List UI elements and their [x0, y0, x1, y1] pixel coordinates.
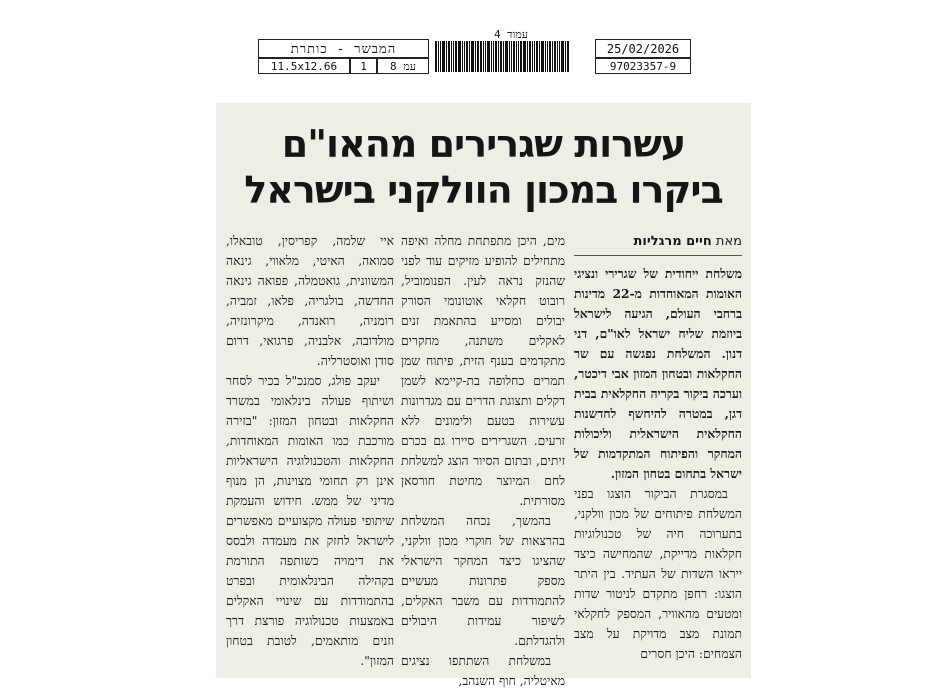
barcode-bar — [475, 41, 476, 72]
barcode-bar — [458, 41, 461, 72]
clip-count: 1 — [350, 58, 377, 74]
barcode-bar — [561, 41, 564, 72]
article-paragraph: איי שלמה, קפריסין, טובאלו, סמואה, האיטי, מלאווי, גינאה המשוונית, גואטמלה, פפואה גינאה החדשה, בולגריה, פלאו, זמביה, רומניה, רואנדה, מיקרונזיה, מולדובה, אלבניה, פרגואי, דרום סודן ואוסטרליה. — [226, 234, 394, 368]
headline-line-1: עשרות שגרירים מהאו"ם — [281, 122, 686, 166]
barcode-bar — [435, 41, 437, 72]
barcode-bar — [495, 41, 497, 72]
article-column-3 — [226, 231, 394, 671]
barcode-bar — [529, 41, 531, 72]
barcode-bar — [464, 41, 465, 72]
barcode — [435, 41, 587, 72]
barcode-bar — [446, 41, 447, 72]
barcode-bar — [455, 41, 457, 72]
barcode-bar — [547, 41, 548, 72]
barcode-bar — [554, 41, 556, 72]
byline-author: חיים מרגליות — [633, 234, 712, 249]
barcode-bar — [448, 41, 450, 72]
barcode-bar — [505, 41, 508, 72]
barcode-bar — [487, 41, 490, 72]
barcode-bar — [511, 41, 512, 72]
headline-line-2: ביקרו במכון הוולקני בישראל — [244, 168, 723, 212]
clip-header — [258, 28, 691, 76]
barcode-bar — [466, 41, 468, 72]
barcode-bar — [534, 41, 535, 72]
barcode-bar — [541, 41, 544, 72]
barcode-bar — [477, 41, 479, 72]
barcode-bar — [532, 41, 533, 72]
barcode-bar — [500, 41, 502, 72]
barcode-bar — [545, 41, 546, 72]
barcode-bar — [552, 41, 553, 72]
barcode-bar — [438, 41, 439, 72]
barcode-bar — [520, 41, 522, 72]
barcode-bar — [469, 41, 470, 72]
barcode-bar — [557, 41, 558, 72]
barcode-bar — [498, 41, 499, 72]
barcode-bar — [491, 41, 492, 72]
publication-name: המבשר - כותרת — [258, 39, 429, 58]
article-paragraph: בהמשך, נכחה המשלחת בהרצאות של חוקרי מכון וולקני, שהציגו כיצד המחקר הישראלי מספק פתרונות מעשיים להתמודדות עם משבר האקלים, לשיפור עמידות היבולים ולהגדלתם. — [401, 514, 565, 648]
article-clipping — [216, 103, 751, 688]
barcode-bar — [493, 41, 494, 72]
barcode-bar — [565, 41, 566, 72]
article-lead: משלחת ייחודית של שגרירי ונציגי האומות המאוחדות מ-22 מדינות ברחבי העולם, הגיעה לישראל ביוזמת שליח ישראל לאו"ם, דני דנון. המשלחת נפגשה עם שר החקלאות ובטחון המזון אבי דיכטר, וערכה ביקור בקריה החקלאית בבית דגן, במטרה להיחשף לחדשנות החקלאית הישראלית וליכולות המחקר והפיתוח המתקדמות של ישראל בתחום בטחון המזון. — [574, 266, 743, 481]
barcode-bar — [451, 41, 452, 72]
barcode-bar — [440, 41, 441, 72]
barcode-bar — [513, 41, 515, 72]
clip-date: 25/02/2026 — [595, 39, 691, 58]
headline — [216, 121, 751, 213]
barcode-bar — [442, 41, 445, 72]
clip-pages: עמ 8 — [377, 58, 429, 74]
barcode-bar — [471, 41, 474, 72]
barcode-bar — [539, 41, 540, 72]
byline — [574, 231, 742, 256]
byline-prefix: מאת — [715, 234, 742, 249]
article-paragraph: יעקב פולג, סמנכ"ל בכיר לסחר ושיתוף פעולה בינלאומי במשרד החקלאות ובטחון המזון: "בזירה מורכבת כמו האומות המאוחדות, החקלאות והטכנולוגיה הישראליות אינן רק תחומי מצוינות, הן מנוף מדיני של ממש. חידוש והעמקת שיתופי פעולה מקצועיים מאפשרים לישראל לחזק את מעמדה ולבסס את דימויה כשותפה התורמת בקהילה הבינלאומית ובפרט בהתמודדות עם שינויי האקלים באמצעות טכנולוגיה פורצת דרך וזנים מותאמים, לטובת בטחון המזון". — [226, 374, 394, 668]
article-paragraph: במשלחת השתתפו נציגים מאיטליה, חוף השנהב, — [401, 654, 565, 688]
article-column-1 — [574, 231, 742, 664]
clip-code: 97023357-9 — [595, 58, 691, 74]
barcode-bar — [567, 41, 569, 72]
clip-size: 11.5x12.66 — [258, 58, 350, 74]
barcode-bar — [503, 41, 504, 72]
article-column-2 — [401, 231, 565, 691]
barcode-bar — [549, 41, 551, 72]
barcode-bar — [523, 41, 526, 72]
barcode-bar — [559, 41, 560, 72]
barcode-bar — [483, 41, 484, 72]
barcode-bar — [453, 41, 454, 72]
barcode-bar — [527, 41, 528, 72]
barcode-bar — [509, 41, 510, 72]
article-paragraph: במסגרת הביקור הוצגו בפני המשלחת פיתוחים של מכון וולקני, בתערוכה חיה של טכנולוגיות חקלאות מדייקת, שהמחישה כיצד ייראו השדות של העתיד. בין היתר הוצגו: רחפן מתקדם לניטור שדות ומטעים מהאוויר, המספק לחקלאי תמונת מצב מדויקת על מצב הצמחים: היכן חסרים — [574, 487, 742, 661]
page-label: עמוד 4 — [493, 28, 529, 41]
barcode-bar — [485, 41, 486, 72]
barcode-bar — [462, 41, 463, 72]
barcode-bar — [536, 41, 538, 72]
barcode-bar — [480, 41, 482, 72]
barcode-bar — [518, 41, 519, 72]
barcode-bar — [516, 41, 517, 72]
article-paragraph: מים, היכן מתפתחת מחלה ואיפה מתחילים להופיע מזיקים עוד לפני שהנזק נראה לעין. הפנומוביל, רובוט חקלאי אוטונומי הסורק יבולים ומסייע בהתאמת זנים לאקלים משתנה, מחקרים מתקדמים בענף הזית, פיתוח שמן תמרים כחלופה בת-קיימא לשמן דקלים ותצוגת הדרים עם מגדרונות עשירות בטעם ולימונים ללא זרעים. השגרירים סיירו גם בכרם זיתים, ובתום הסיור הוצג למשלחת לחם המיוצר מחיטת חורסאן מסורתית. — [401, 234, 565, 508]
